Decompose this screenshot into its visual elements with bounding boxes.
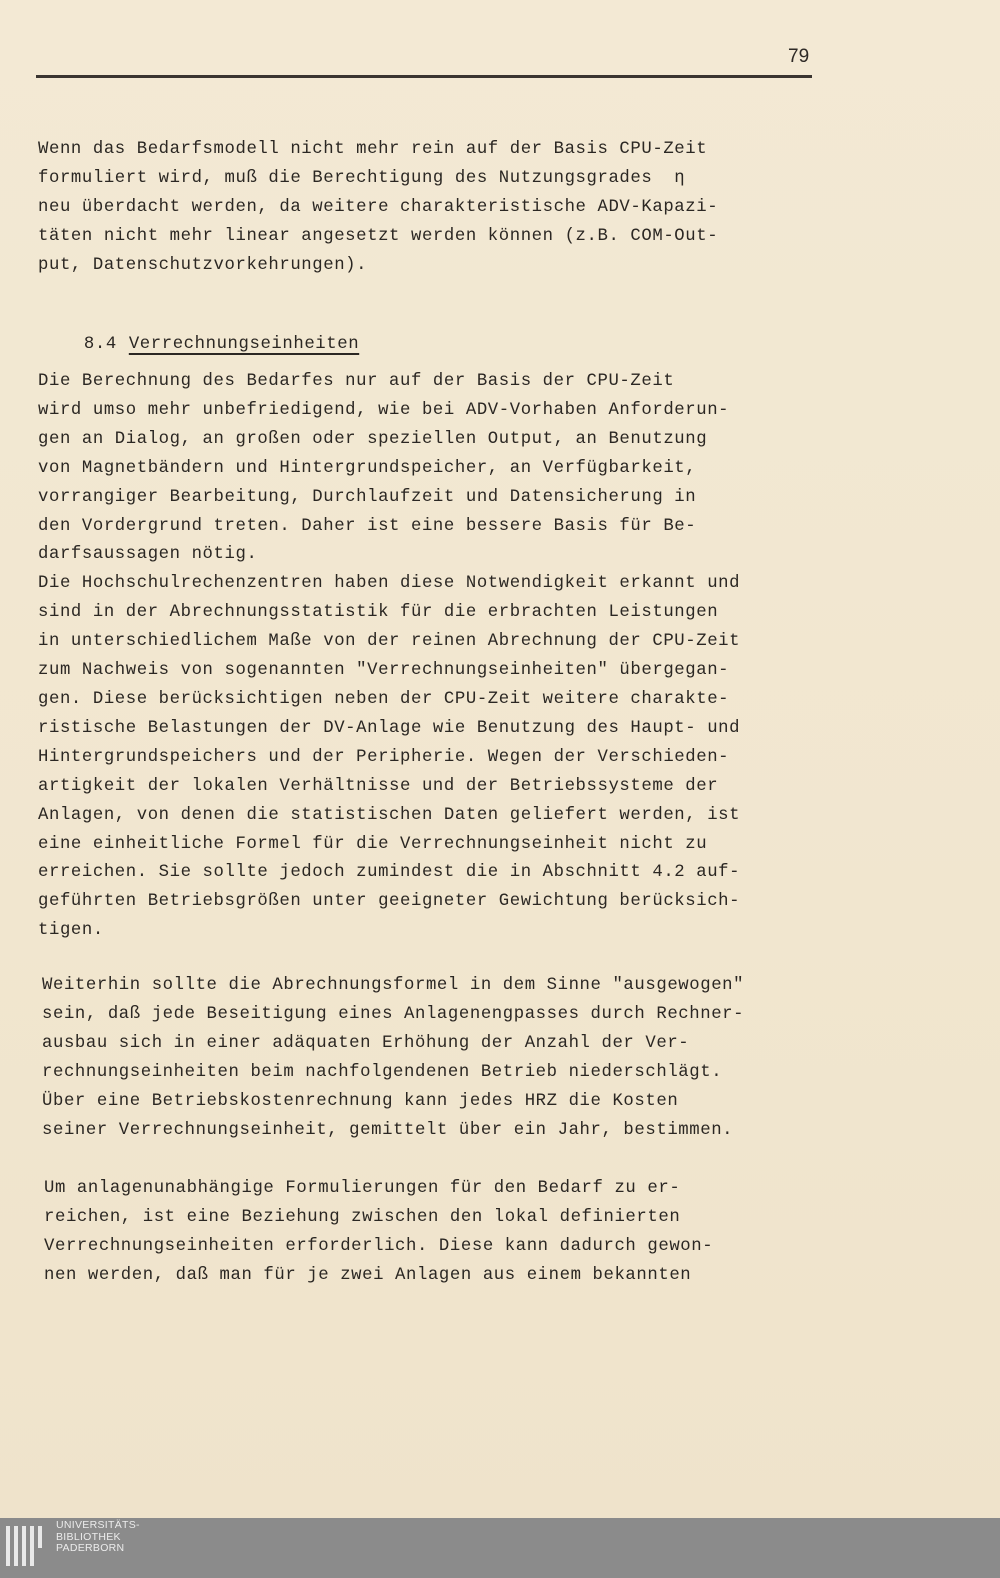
logo-line-3: PADERBORN	[56, 1542, 125, 1554]
library-logo-icon	[6, 1526, 46, 1570]
section-number: 8.4	[83, 335, 117, 354]
section-heading	[40, 316, 359, 373]
library-logo-text	[56, 1520, 140, 1555]
paragraph-4: Um anlagenunabhängige Formulierungen für den Bedarf zu er- reichen, ist eine Beziehung zwischen den lokal definierten Verrechnungseinheiten erforderlich. Diese kann dadurch gewon- nen werden, daß man für je zwei Anlagen aus einem bekannten	[44, 1179, 714, 1285]
paragraph-1: Wenn das Bedarfsmodell nicht mehr rein auf der Basis CPU-Zeit formuliert wird, muß die Berechtigung des Nutzungsgrades η neu überdacht werden, da weitere charakteristische ADV-Kapazi- täten nicht mehr linear angesetzt werden können (z.B. COM-Out- put, Datenschutzvorkehrungen).	[38, 140, 719, 275]
logo-line-1: UNIVERSITÄTS-	[56, 1519, 140, 1531]
page-number: 79	[788, 46, 810, 67]
section-title: Verrechnungseinheiten	[128, 335, 360, 354]
paragraph-3: Weiterhin sollte die Abrechnungsformel in dem Sinne "ausgewogen" sein, daß jede Beseitigung eines Anlagenengpasses durch Rechner- ausbau sich in einer adäquaten Erhöhung der Anzahl der Ver- rechnungseinheiten beim nachfolgendenen Betrieb niederschlägt. Über eine Betriebskostenrechnung kann jedes HRZ die Kosten seiner Verrechnungseinheit, gemittelt über ein Jahr, bestimmen.	[42, 976, 745, 1140]
header-rule	[36, 75, 812, 78]
library-footer-bar	[0, 1518, 1000, 1578]
paragraph-2: Die Berechnung des Bedarfes nur auf der Basis der CPU-Zeit wird umso mehr unbefriedigend, wie bei ADV-Vorhaben Anforderun- gen an Dialog, an großen oder speziellen Output, an Benutzung von Magnetbändern und Hintergrundspeicher, an Verfügbarkeit, vorrangiger Bearbeitung, Durchlaufzeit und Datensicherung in den Vordergrund treten. Daher ist eine bessere Basis für Be- darfsaussagen nötig. Die Hochschulrechenzentren haben diese Notwendigkeit erkannt und sind in der Abrechnungsstatistik für die erbrachten Leistungen in unterschiedlichem Maße von der reinen Abrechnung der CPU-Zeit zum Nachweis von sogenannten "Verrechnungseinheiten" übergegan- gen. Diese berücksichtigen neben der CPU-Zeit weitere charakte- ristische Belastungen der DV-Anlage wie Benutzung des Haupt- und Hintergrundspeichers und der Peripherie. Wegen der Verschieden- artigkeit der lokalen Verhältnisse und der Betriebssysteme der Anlagen, von denen die statistischen Daten geliefert werden, ist eine einheitliche Formel für die Verrechnungseinheit nicht zu erreichen. Sie sollte jedoch zumindest die in Abschnitt 4.2 auf- geführten Betriebsgrößen unter geeigneter Gewichtung berücksich- tigen.	[38, 372, 741, 941]
logo-line-2: BIBLIOTHEK	[56, 1530, 121, 1543]
